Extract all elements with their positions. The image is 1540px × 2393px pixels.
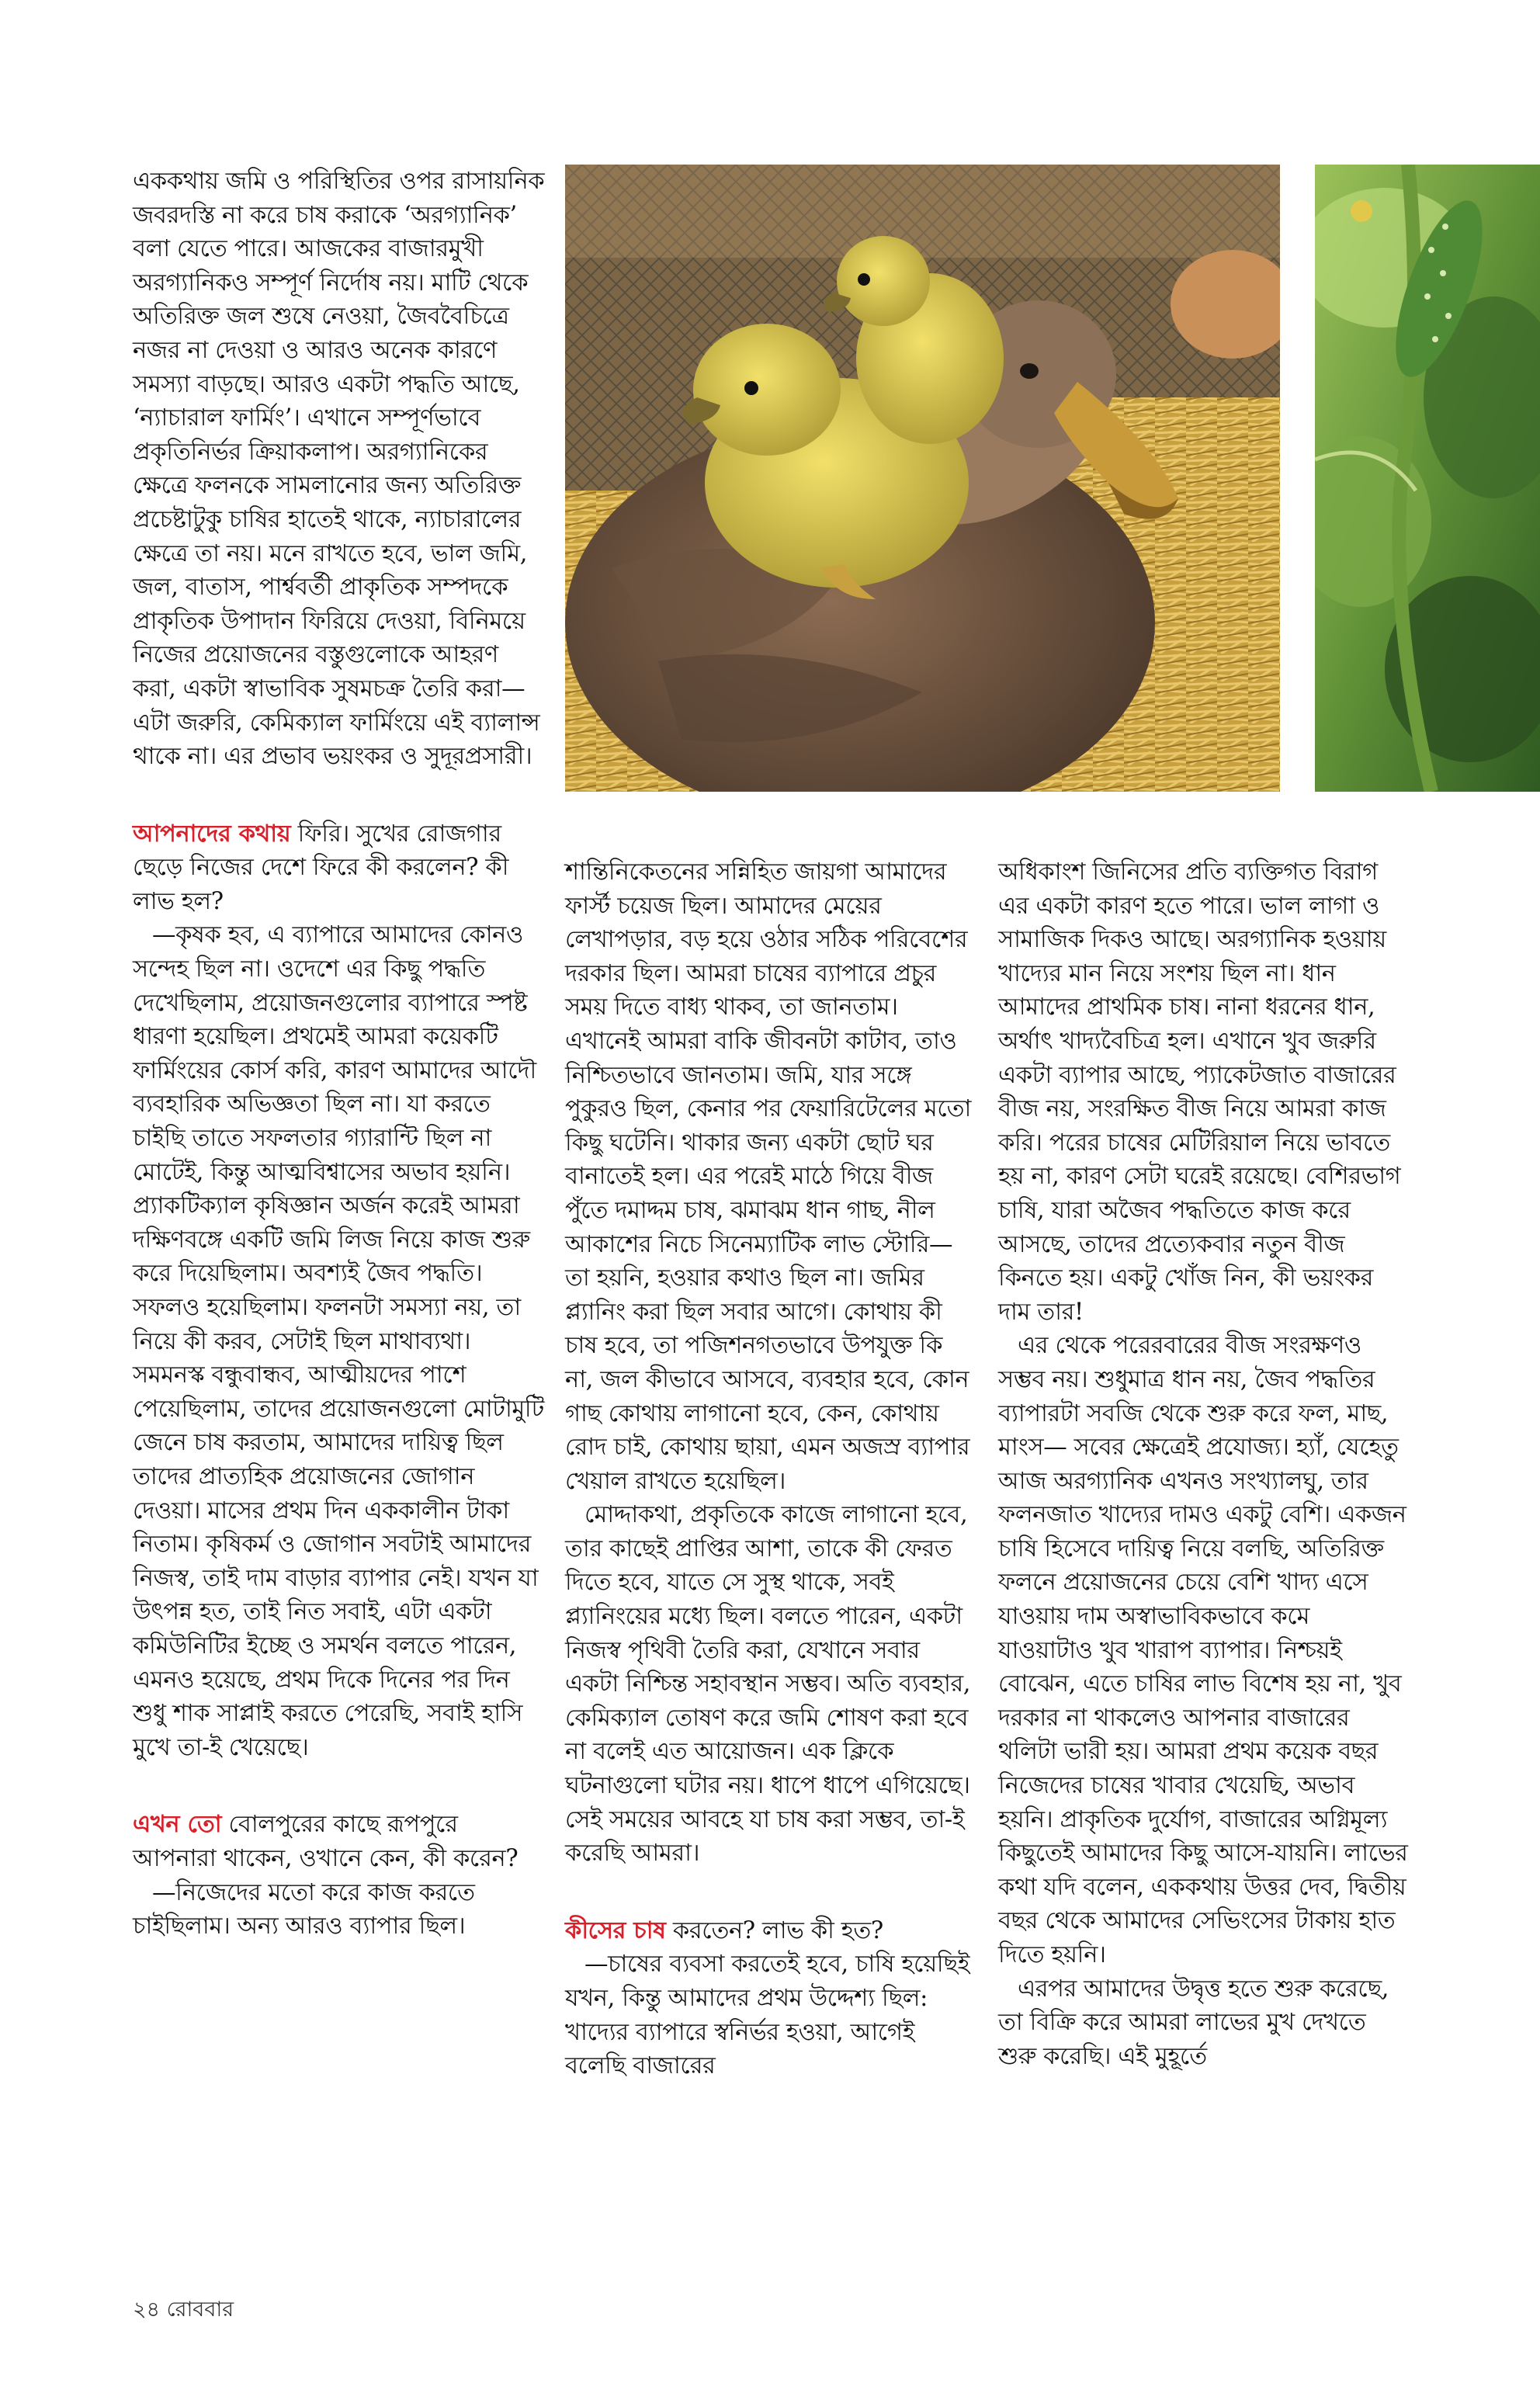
- page-number: ২৪: [133, 2298, 161, 2322]
- column2-paragraph-2: মোদ্দাকথা, প্রকৃতিকে কাজে লাগানো হবে, তার কাছেই প্রাপ্তির আশা, তাকে কী ফেরত দিতে হবে, যাতে সে সুস্থ থাকে, সবই প্ল্যানিংয়ের মধ্যে ছিল। বলতে পারেন, একটা নিজস্ব পৃথিবী তৈরি করা, যেখানে সবার একটা নিশ্চিন্ত সহাবস্থান সম্ভব। অতি ব্যবহার, কেমিক্যাল তোষণ করে জমি শোষণ করা হবে না বলেই এত আয়োজন। এক ক্লিকে ঘটনাগুলো ঘটার নয়। ধাপে ধাপে এগিয়েছে। সেই সময়ের আবহে যা চাষ করা সম্ভব, তা-ই করেছি আমরা।: [565, 1501, 971, 1868]
- duck-photo-illustration: [565, 165, 1280, 792]
- column1-paragraph-1: এককথায় জমি ও পরিস্থিতির ওপর রাসায়নিক জবরদস্তি না করে চাষ করাকে ‘অরগ্যানিক’ বলা যেতে পারে। আজকের বাজারমুখী অরগ্যানিকও সম্পূর্ণ নির্দোষ নয়। মাটি থেকে অতিরিক্ত জল শুষে নেওয়া, জৈববৈচিত্রে নজর না দেওয়া ও আরও অনেক কারণে সমস্যা বাড়ছে। আরও একটা পদ্ধতি আছে, ‘ন্যাচারাল ফার্মিং’। এখানে সম্পূর্ণভাবে প্রকৃতিনির্ভর ক্রিয়াকলাপ। অরগ্যানিকের ক্ষেত্রে ফলনকে সামলানোর জন্য অতিরিক্ত প্রচেষ্টাটুকু চাষির হাতেই থাকে, ন্যাচারালের ক্ষেত্রে তা নয়। মনে রাখতে হবে, ভাল জমি, জল, বাতাস, পার্শ্ববর্তী প্রাকৃতিক সম্পদকে প্রাকৃতিক উপাদান ফিরিয়ে দেওয়া, বিনিময়ে নিজের প্রয়োজনের বস্তুগুলোকে আহরণ করা, একটা স্বাভাবিক সুষমচক্র তৈরি করা— এটা জরুরি, কেমিক্যাল ফার্মিংয়ে এই ব্যালান্স থাকে না। এর প্রভাব ভয়ংকর ও সুদূরপ্রসারী।: [133, 168, 545, 771]
- question-bolpur: [133, 1808, 548, 1875]
- question-1-text: ফিরি। সুখের রোজগার ছেড়ে নিজের দেশে ফিরে কী করলেন? কী লাভ হল?: [133, 820, 509, 915]
- question-3-lead: কীসের চাষ: [565, 1916, 666, 1944]
- question-2-text: বোলপুরের কাছে রূপপুরে আপনারা থাকেন, ওখানে কেন, কী করেন?: [133, 1811, 519, 1872]
- column3-paragraph-1: অধিকাংশ জিনিসের প্রতি ব্যক্তিগত বিরাগ এর একটা কারণ হতে পারে। ভাল লাগা ও সামাজিক দিকও আছে। অরগ্যানিক হওয়ায় খাদ্যের মান নিয়ে সংশয় ছিল না। ধান আমাদের প্রাথমিক চাষ। নানা ধরনের ধান, অর্থাৎ খাদ্যবৈচিত্র হল। এখানে খুব জরুরি একটা ব্যাপার আছে, প্যাকেটজাত বাজারের বীজ নয়, সংরক্ষিত বীজ নিয়ে আমরা কাজ করি। পরের চাষের মেটিরিয়াল নিয়ে ভাবতে হয় না, কারণ সেটা ঘরেই রয়েছে। বেশিরভাগ চাষি, যারা অজৈব পদ্ধতিতে কাজ করে আসছে, তাদের প্রত্যেকবার নতুন বীজ কিনতে হয়। একটু খোঁজ নিন, কী ভয়ংকর দাম তার!: [998, 858, 1401, 1326]
- magazine-name: রোববার: [166, 2298, 234, 2322]
- article-column-1: [133, 165, 548, 1944]
- question-crops: [565, 1914, 976, 1948]
- column2-paragraph-1: শান্তিনিকেতনের সন্নিহিত জায়গা আমাদের ফার্স্ট চয়েজ ছিল। আমাদের মেয়ের লেখাপড়ার, বড় হয়ে ওঠার সঠিক পরিবেশের দরকার ছিল। আমরা চাষের ব্যাপারে প্রচুর সময় দিতে বাধ্য থাকব, তা জানতাম। এখানেই আমরা বাকি জীবনটা কাটাব, তাও নিশ্চিতভাবে জানতাম। জমি, যার সঙ্গে পুকুরও ছিল, কেনার পর ফেয়ারিটেলের মতো কিছু ঘটেনি। থাকার জন্য একটা ছোট ঘর বানাতেই হল। এর পরেই মাঠে গিয়ে বীজ পুঁতে দমাদ্দম চাষ, ঝমাঝম ধান গাছ, নীল আকাশের নিচে সিনেম্যাটিক লাভ স্টোরি— তা হয়নি, হওয়ার কথাও ছিল না। জমির প্ল্যানিং করা ছিল সবার আগে। কোথায় কী চাষ হবে, তা পজিশনগতভাবে উপযুক্ত কি না, জল কীভাবে আসবে, ব্যবহার হবে, কোন গাছ কোথায় লাগানো হবে, কেন, কোথায় রোদ চাই, কোথায় ছায়া, এমন অজস্র ব্যাপার খেয়াল রাখতে হয়েছিল।: [565, 858, 971, 1495]
- answer-2: —নিজেদের মতো করে কাজ করতে চাইছিলাম। অন্য আরও ব্যাপার ছিল।: [133, 1878, 475, 1940]
- answer-1: —কৃষক হব, এ ব্যাপারে আমাদের কোনও সন্দেহ ছিল না। ওদেশে এর কিছু পদ্ধতি দেখেছিলাম, প্রয়োজনগুলোর ব্যাপারে স্পষ্ট ধারণা হয়েছিল। প্রথমেই আমরা কয়েকটি ফার্মিংয়ের কোর্স করি, কারণ আমাদের আদৌ ব্যবহারিক অভিজ্ঞতা ছিল না। যা করতে চাইছি তাতে সফলতার গ্যারান্টি ছিল না মোটেই, কিন্তু আত্মবিশ্বাসের অভাব হয়নি। প্র্যাকটিক্যাল কৃষিজ্ঞান অর্জন করেই আমরা দক্ষিণবঙ্গে একটি জমি লিজ নিয়ে কাজ শুরু করে দিয়েছিলাম। অবশ্যই জৈব পদ্ধতি। সফলও হয়েছিলাম। ফলনটা সমস্যা নয়, তা নিয়ে কী করব, সেটাই ছিল মাথাব্যথা। সমমনস্ক বন্ধুবান্ধব, আত্মীয়দের পাশে পেয়েছিলাম, তাদের প্রয়োজনগুলো মোটামুটি জেনে চাষ করতাম, আমাদের দায়িত্ব ছিল তাদের প্রাত্যহিক প্রয়োজনের জোগান দেওয়া। মাসের প্রথম দিন এককালীন টাকা নিতাম। কৃষিকর্ম ও জোগান সবটাই আমাদের নিজস্ব, তাই দাম বাড়ার ব্যাপার নেই। যখন যা উৎপন্ন হত, তাই নিত সবাই, এটা একটা কমিউনিটির ইচ্ছে ও সমর্থন বলতে পারেন, এমনও হয়েছে, প্রথম দিকে দিনের পর দিন শুধু শাক সাপ্লাই করতে পেরেছি, সবাই হাসি মুখে তা-ই খেয়েছে।: [133, 921, 544, 1761]
- page-footer: [133, 2294, 234, 2329]
- column3-paragraph-2: এর থেকে পরেরবারের বীজ সংরক্ষণও সম্ভব নয়। শুধুমাত্র ধান নয়, জৈব পদ্ধতির ব্যাপারটা সবজি থেকে শুরু করে ফল, মাছ, মাংস— সবের ক্ষেত্রেই প্রযোজ্য। হ্যাঁ, যেহেতু আজ অরগ্যানিক এখনও সংখ্যালঘু, তার ফলনজাত খাদ্যের দামও একটু বেশি। একজন চাষি হিসেবে দায়িত্ব নিয়ে বলছি, অতিরিক্ত ফলনে প্রয়োজনের চেয়ে বেশি খাদ্য এসে যাওয়ায় দাম অস্বাভাবিকভাবে কমে যাওয়াটাও খুব খারাপ ব্যাপার। নিশ্চয়ই বোঝেন, এতে চাষির লাভ বিশেষ হয় না, খুব দরকার না থাকলেও আপনার বাজারের থলিটা ভারী হয়। আমরা প্রথম কয়েক বছর নিজেদের চাষের খাবার খেয়েছি, অভাব হয়নি। প্রাকৃতিক দুর্যোগ, বাজারের অগ্নিমূল্য কিছুতেই আমাদের কিছু আসে-যায়নি। লাভের কথা যদি বলেন, এককথায় উত্তর দেব, দ্বিতীয় বছর থেকে আমাদের সেভিংসের টাকায় হাত দিতে হয়নি।: [998, 1332, 1408, 1968]
- column3-paragraph-3: এরপর আমাদের উদ্বৃত্ত হতে শুরু করেছে, তা বিক্রি করে আমরা লাভের মুখ দেখতে শুরু করেছি। এই মুহূর্তে: [998, 1975, 1389, 2070]
- question-3-text: করতেন? লাভ কী হত?: [665, 1916, 883, 1944]
- question-2-lead: এখন তো: [133, 1810, 222, 1839]
- duck-ducklings-photo: [565, 165, 1280, 792]
- answer-3: —চাষের ব্যবসা করতেই হবে, চাষি হয়েছিই যখন, কিন্তু আমাদের প্রথম উদ্দেশ্য ছিল: খাদ্যের ব্যাপারে স্বনির্ভর হওয়া, আগেই বলেছি বাজারের: [565, 1951, 970, 2080]
- plant-photo-illustration: [1315, 165, 1540, 792]
- article-column-2: [565, 855, 976, 2083]
- article-column-3: [998, 855, 1410, 2073]
- question-1-lead: আপনাদের কথায়: [133, 819, 291, 848]
- cucumber-plant-photo: [1315, 165, 1540, 792]
- question-organic-return: [133, 817, 548, 919]
